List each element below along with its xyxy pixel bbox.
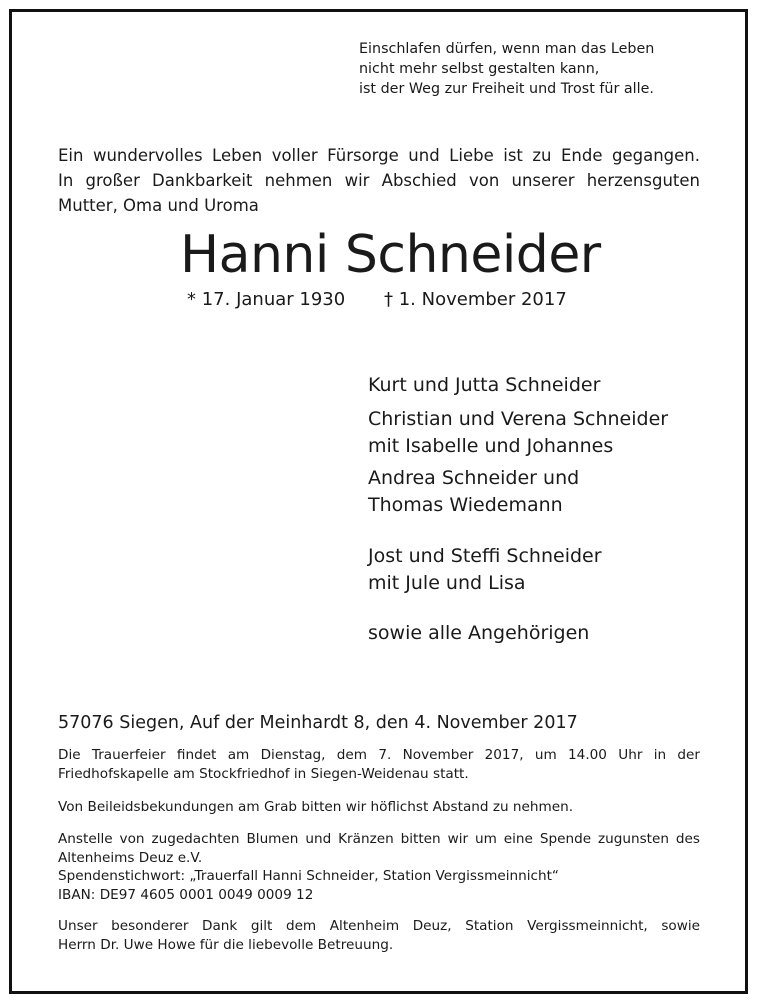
family-others: sowie alle Angehörigen <box>368 622 590 644</box>
funeral-notice <box>58 746 700 783</box>
family-andrea <box>368 465 579 519</box>
family-line: Andrea Schneider und <box>368 467 580 489</box>
family-line: mit Jule und Lisa <box>368 572 526 594</box>
place-date: 57076 Siegen, Auf der Meinhardt 8, den 4. November 2017 <box>58 713 578 733</box>
condolence-notice <box>58 798 700 817</box>
birth-date: * 17. Januar 1930 <box>187 289 346 310</box>
motto-line: nicht mehr selbst gestalten kann, <box>359 61 600 77</box>
motto-line: ist der Weg zur Freiheit und Trost für alle. <box>359 81 654 97</box>
thanks-notice <box>58 917 700 954</box>
intro-line: In großer Dankbarkeit nehmen wir Abschied von unserer herzensguten <box>58 171 700 190</box>
family-line: Thomas Wiedemann <box>368 494 563 516</box>
notice-line: Die Trauerfeier findet am Dienstag, dem 7. November 2017, um 14.00 Uhr in der <box>58 747 700 763</box>
family-kurt: Kurt und Jutta Schneider <box>368 374 601 396</box>
family-jost <box>368 543 602 597</box>
intro-text <box>58 143 700 218</box>
notice-line: Friedhofskapelle am Stockfriedhof in Siegen-Weidenau statt. <box>58 765 469 782</box>
motto-verse <box>359 39 654 99</box>
notice-line: Altenheims Deuz e.V. <box>58 849 203 866</box>
family-christian <box>368 406 668 460</box>
motto-line: Einschlafen dürfen, wenn man das Leben <box>359 41 655 57</box>
notice-line: Anstelle von zugedachten Blumen und Kränzen bitten wir um eine Spende zugunsten des <box>58 831 700 847</box>
deceased-name: Hanni Schneider <box>180 225 601 285</box>
notice-line: Spendenstichwort: „Trauerfall Hanni Schneider, Station Vergissmeinnicht“ <box>58 868 559 884</box>
family-line: Christian und Verena Schneider <box>368 408 669 430</box>
notice-line: Unser besonderer Dank gilt dem Altenheim Deuz, Station Vergissmeinnicht, sowie <box>58 918 700 934</box>
notice-line: Herrn Dr. Uwe Howe für die liebevolle Betreuung. <box>58 936 394 953</box>
intro-line: Mutter, Oma und Uroma <box>58 196 259 215</box>
death-date: † 1. November 2017 <box>384 289 567 310</box>
donation-notice <box>58 830 700 904</box>
family-line: Jost und Steffi Schneider <box>368 545 602 567</box>
notice-line: IBAN: DE97 4605 0001 0049 0009 12 <box>58 886 314 903</box>
intro-line: Ein wundervolles Leben voller Fürsorge und Liebe ist zu Ende gegangen. <box>58 146 700 165</box>
notice-line: Von Beileidsbekundungen am Grab bitten wir höflichst Abstand zu nehmen. <box>58 799 574 815</box>
family-line: mit Isabelle und Johannes <box>368 435 614 457</box>
